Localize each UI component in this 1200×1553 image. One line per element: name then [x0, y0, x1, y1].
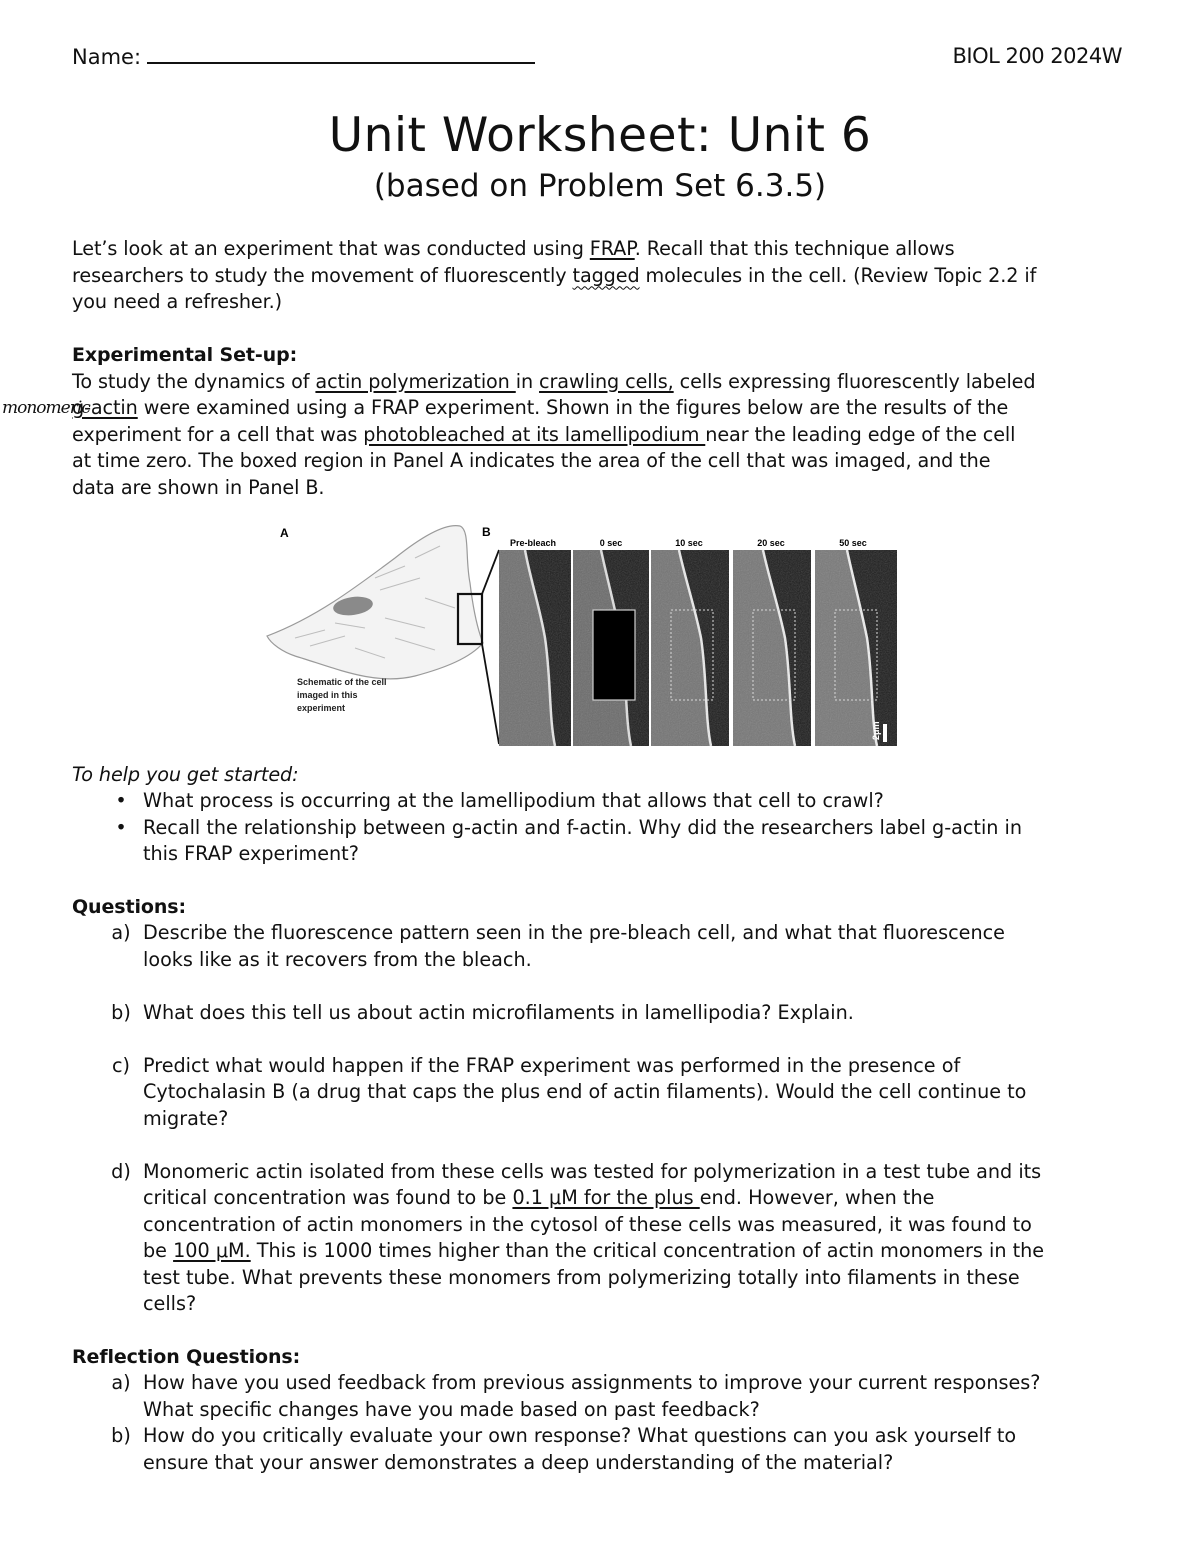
setup-text: cells expressing fluorescently labeled	[673, 369, 1036, 393]
bullet-text: Recall the relationship between g-actin and f-actin. Why did the researchers label g-actin in	[143, 815, 1023, 839]
question-marker: a)	[111, 921, 131, 944]
question-b	[72, 1000, 1142, 1027]
name-blank-line[interactable]	[147, 44, 535, 64]
question-marker: b)	[111, 1000, 131, 1024]
worksheet-title: Unit Worksheet: Unit 6	[328, 108, 872, 163]
setup-text: near the leading edge of the cell	[705, 422, 1016, 446]
name-label: Name:	[72, 45, 142, 69]
question-text: Cytochalasin B (a drug that caps the plus end of actin filaments). Would the cell continue to	[143, 1080, 1027, 1103]
question-text: Describe the fluorescence pattern seen in the pre-bleach cell, and what that fluorescence	[143, 921, 1005, 944]
question-text: end. However, when the	[699, 1186, 935, 1209]
question-text: This is 1000 times higher than the critical concentration of actin monomers in the	[250, 1239, 1045, 1262]
question-text: test tube. What prevents these monomers from polymerizing totally into filaments in these	[143, 1265, 1020, 1289]
setup-text: data are shown in Panel B.	[72, 475, 325, 499]
setup-heading: Experimental Set-up:	[72, 344, 298, 366]
question-text: How do you critically evaluate your own response? What questions can you ask yourself to	[143, 1424, 1017, 1447]
help-list	[72, 788, 1142, 868]
question-d-cont	[72, 1185, 1142, 1212]
micrograph-20sec	[733, 550, 811, 746]
intro-text: molecules in the cell. (Review Topic 2.2 if	[639, 263, 1037, 287]
micrograph-10sec	[651, 550, 729, 746]
worksheet-subtitle: (based on Problem Set 6.3.5)	[373, 168, 827, 204]
list-item-continued	[72, 841, 1142, 868]
frap-figure	[255, 518, 905, 750]
intro-paragraph	[72, 236, 1142, 316]
bullet-text: What process is occurring at the lamellipodium that allows that cell to crawl?	[143, 789, 884, 812]
question-c-cont	[72, 1106, 1142, 1133]
panel-b-label: B	[482, 525, 491, 539]
question-text: How have you used feedback from previous assignments to improve your current responses?	[143, 1371, 1041, 1394]
underlined-phrase: g-actin	[72, 396, 138, 419]
question-text: concentration of actin monomers in the cytosol of these cells was measured, it was found to	[143, 1212, 1032, 1236]
timepoint-label: 20 sec	[757, 538, 785, 548]
question-text: Predict what would happen if the FRAP experiment was performed in the presence of	[143, 1053, 961, 1077]
question-text: critical concentration was found to be	[143, 1186, 513, 1209]
help-heading: To help you get started:	[72, 763, 299, 786]
questions-heading: Questions:	[72, 896, 186, 918]
frap-term: FRAP	[589, 237, 635, 260]
question-text: migrate?	[143, 1106, 229, 1130]
question-d	[72, 1159, 1142, 1186]
course-code: BIOL 200 2024W	[952, 44, 1122, 68]
setup-text: in	[515, 369, 540, 393]
question-text: be	[143, 1239, 174, 1262]
cell-schematic-outline	[267, 526, 483, 679]
list-item: • What process is occurring at the lamellipodium that allows that cell to crawl?	[115, 789, 884, 812]
setup-section	[72, 342, 1142, 501]
timepoint-labels	[510, 538, 867, 548]
scale-label: 2μm	[871, 721, 881, 740]
timepoint-label: 0 sec	[599, 538, 623, 548]
setup-text: To study the dynamics of	[72, 369, 316, 393]
setup-text: were examined using a FRAP experiment. Shown in the figures below are the results of the	[137, 396, 1009, 419]
tagged-term: tagged	[572, 263, 640, 287]
underlined-phrase: photobleached at its lamellipodium	[363, 422, 706, 446]
question-text: Monomeric actin isolated from these cells was tested for polymerization in a test tube and its	[143, 1159, 1042, 1183]
question-text: looks like as it recovers from the bleach.	[143, 947, 532, 971]
reflection-list	[72, 1370, 1142, 1476]
question-text: cells?	[143, 1292, 197, 1315]
reflection-a-cont	[72, 1397, 1142, 1424]
timepoint-label: 10 sec	[675, 538, 703, 548]
micrograph-0sec	[573, 550, 649, 746]
underlined-phrase: actin polymerization	[315, 369, 516, 393]
intro-text: you need a refresher.)	[72, 290, 283, 313]
question-d-cont	[72, 1212, 1142, 1239]
scale-bar	[883, 724, 887, 742]
underlined-phrase: 0.1 μM for the plus	[512, 1186, 700, 1209]
question-c	[72, 1053, 1142, 1080]
questions-list	[72, 920, 1142, 1318]
question-c-cont	[72, 1079, 1142, 1106]
timepoint-label: Pre-bleach	[509, 538, 557, 548]
schematic-caption	[297, 677, 389, 713]
bullet-text: this FRAP experiment?	[143, 842, 359, 865]
reflection-b-cont	[72, 1450, 1142, 1477]
question-marker: d)	[111, 1159, 131, 1183]
underlined-phrase: 100 μM.	[173, 1239, 251, 1262]
setup-text: experiment for a cell that was	[72, 422, 364, 446]
micrograph-50sec	[815, 550, 897, 746]
underlined-phrase: crawling cells,	[539, 369, 674, 393]
question-text: What specific changes have you made based on past feedback?	[143, 1397, 760, 1421]
setup-text: at time zero. The boxed region in Panel A indicates the area of the cell that was imaged, and the	[72, 449, 991, 472]
panel-a-label: A	[280, 526, 289, 540]
caption-line: Schematic of the cell	[297, 677, 387, 687]
intro-text: . Recall that this technique allows	[634, 237, 955, 260]
question-a	[72, 920, 1142, 947]
question-marker: b)	[111, 1424, 131, 1447]
list-item: • Recall the relationship between g-actin and f-actin. Why did the researchers label g-actin in	[115, 815, 1023, 839]
question-d-cont	[72, 1238, 1142, 1265]
question-marker: a)	[111, 1371, 131, 1394]
caption-line: imaged in this	[297, 690, 358, 700]
handwritten-annotation: monomeric	[2, 398, 90, 418]
question-d-cont	[72, 1265, 1142, 1292]
question-text: What does this tell us about actin microfilaments in lamellipodia? Explain.	[143, 1000, 854, 1024]
question-d-cont	[72, 1291, 1142, 1318]
reflection-b	[72, 1423, 1142, 1450]
intro-text: Let’s look at an experiment that was conducted using	[72, 237, 590, 260]
question-text: ensure that your answer demonstrates a deep understanding of the material?	[143, 1450, 894, 1474]
reflection-heading: Reflection Questions:	[72, 1346, 301, 1368]
caption-line: experiment	[297, 703, 346, 713]
question-a-cont	[72, 947, 1142, 974]
micrograph-prebleach	[499, 550, 571, 746]
question-marker: c)	[111, 1053, 131, 1077]
timepoint-label: 50 sec	[839, 538, 867, 548]
name-field	[72, 44, 535, 69]
intro-text: researchers to study the movement of fluorescently	[72, 263, 573, 287]
reflection-a	[72, 1370, 1142, 1397]
